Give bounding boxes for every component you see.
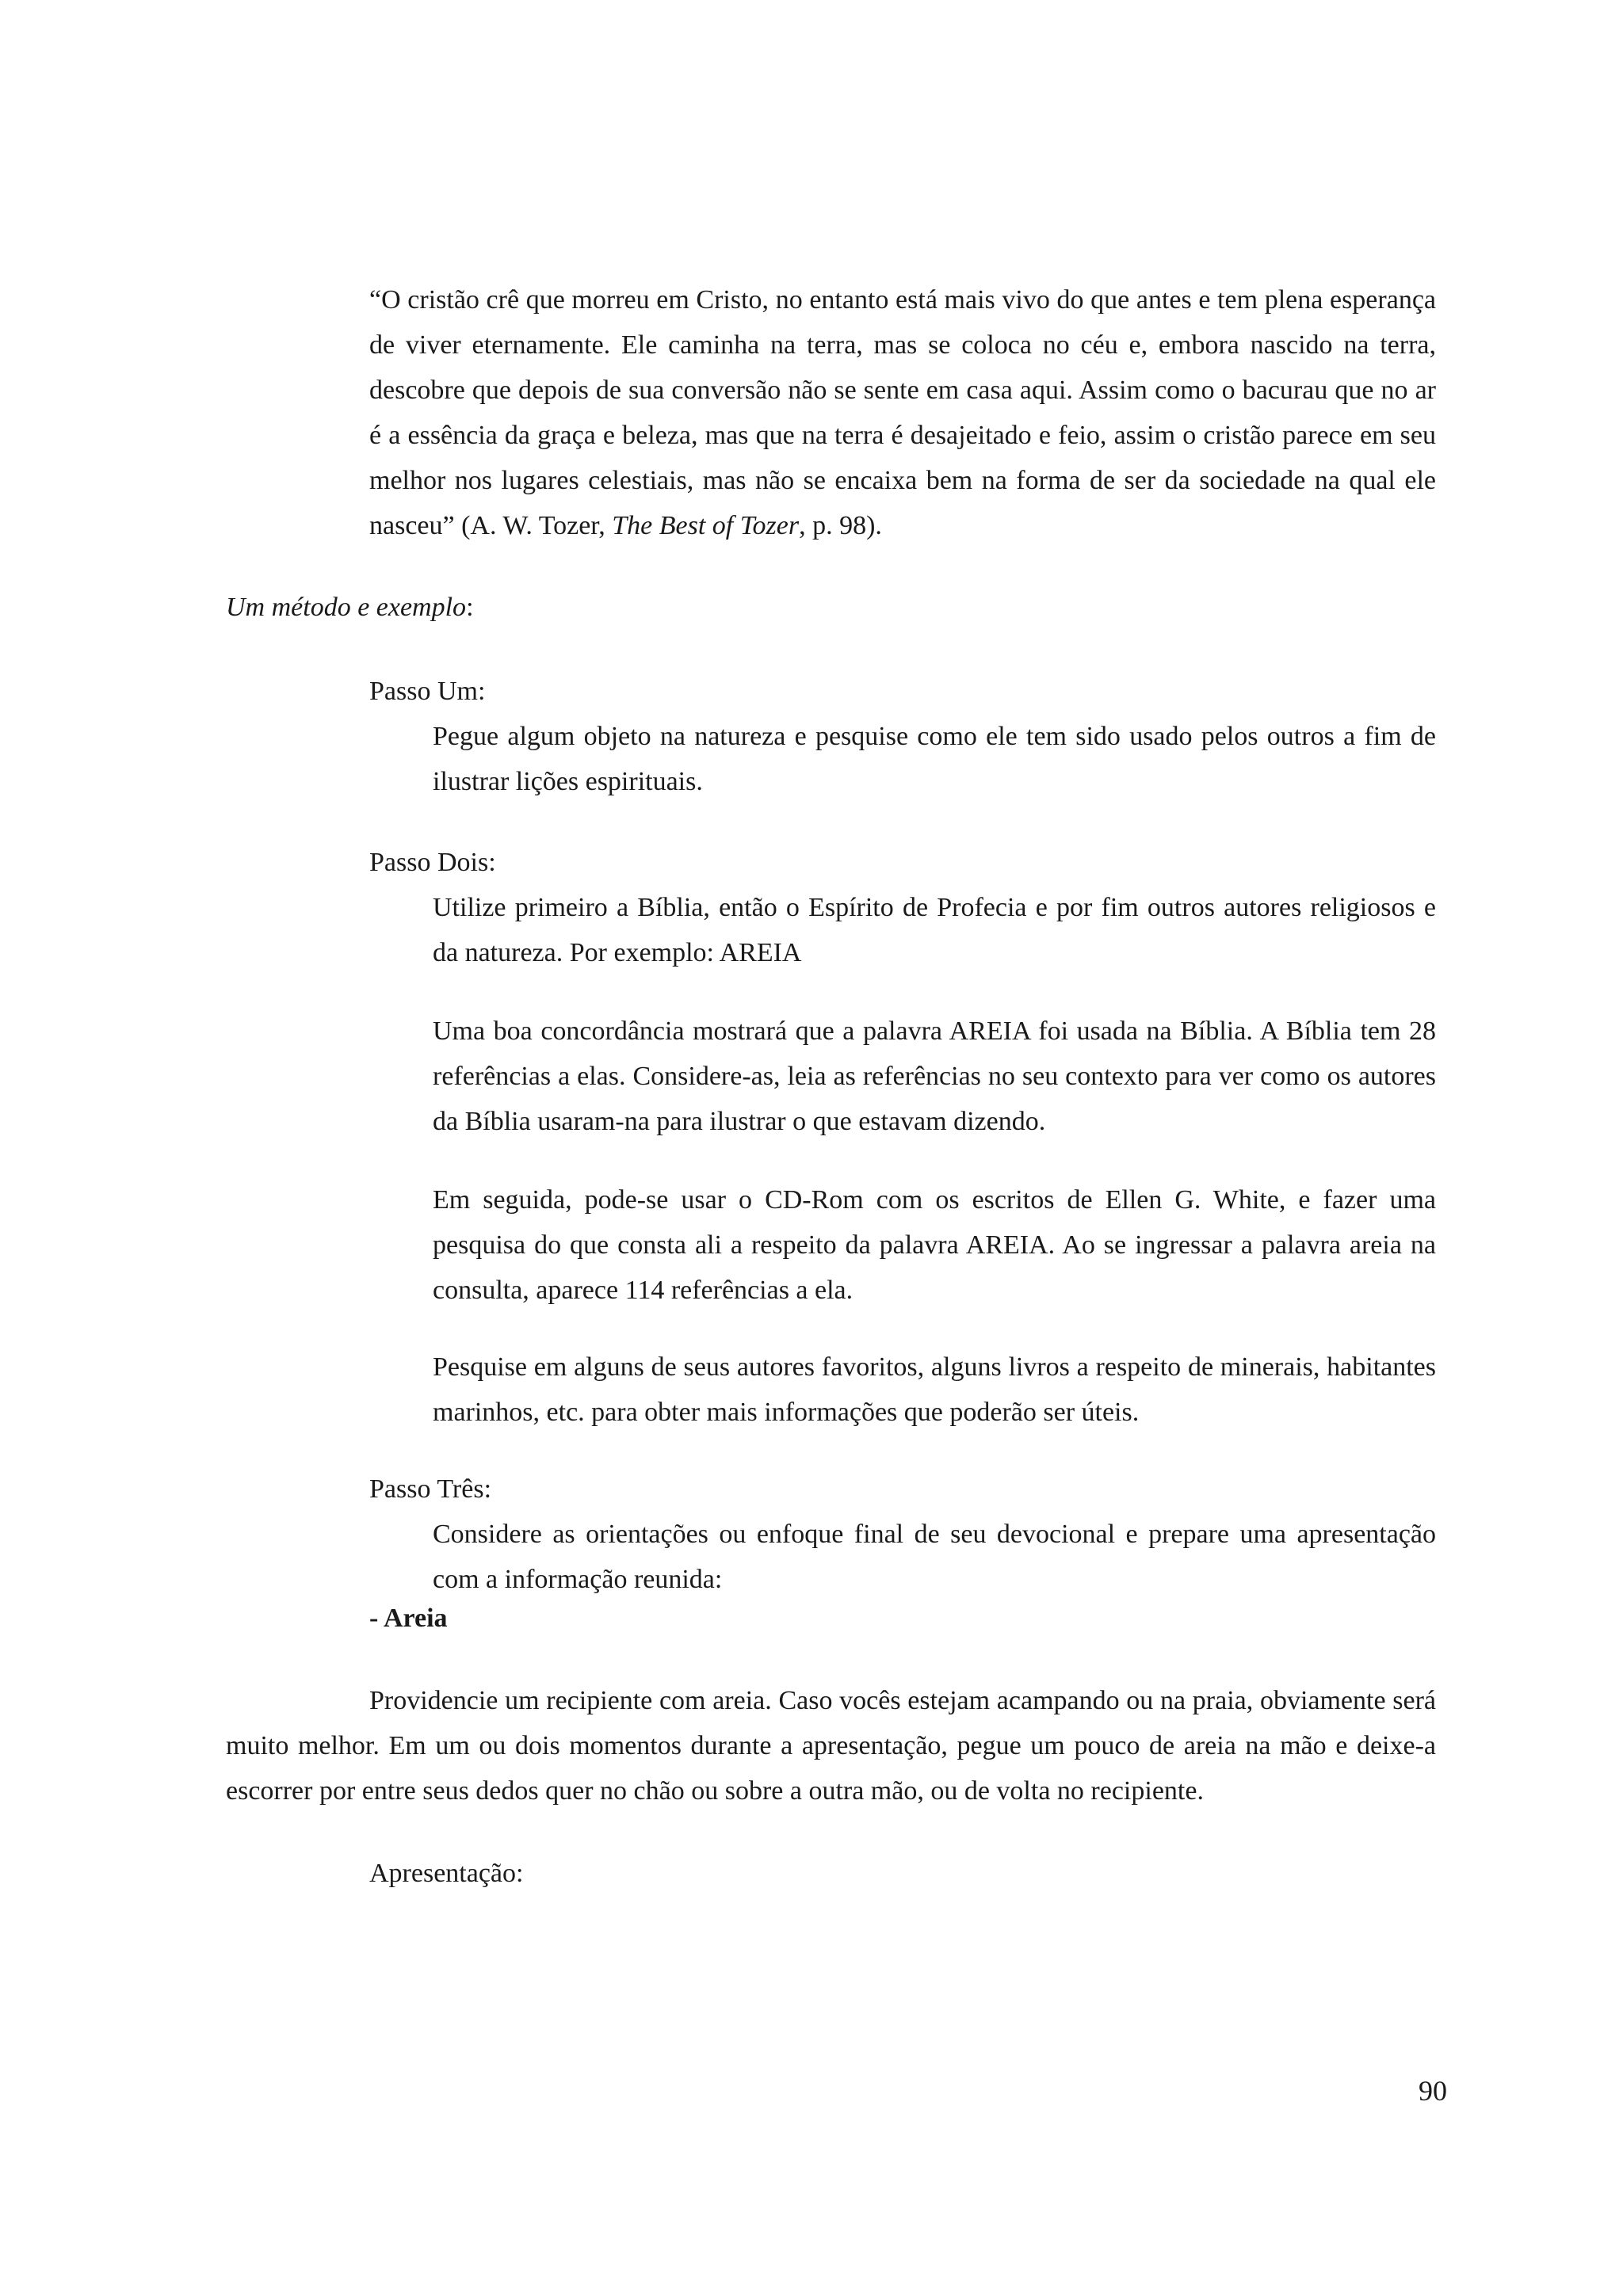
page-number: 90 <box>1419 2075 1447 2107</box>
step-2-paragraph-1: Utilize primeiro a Bíblia, então o Espírito de Profecia e por fim outros autores religiosos e da natureza. Por exemplo: AREIA <box>433 893 1436 967</box>
step-2-title: Passo Dois: <box>369 848 496 877</box>
step-2-paragraph-2: Uma boa concordância mostrará que a palavra AREIA foi usada na Bíblia. A Bíblia tem 28 referências a elas. Considere-as, leia as referências no seu contexto para ver como os autores da Bíblia usaram-na para ilustrar o que estavam dizendo. <box>433 1016 1436 1136</box>
step-3-paragraph-1: Considere as orientações ou enfoque final de seu devocional e prepare uma apresentação com a informação reunida: <box>433 1520 1436 1594</box>
step-3-title: Passo Três: <box>369 1474 492 1504</box>
section-heading <box>226 585 474 630</box>
areia-heading: - Areia <box>369 1604 448 1633</box>
quote-book-title: The Best of Tozer <box>612 511 800 540</box>
step-1-title: Passo Um: <box>369 677 486 706</box>
tozer-quote <box>369 277 1436 548</box>
step-2-paragraph-4: Pesquise em alguns de seus autores favoritos, alguns livros a respeito de minerais, habitantes marinhos, etc. para obter mais informações que poderão ser úteis. <box>433 1352 1436 1427</box>
quote-text: “O cristão crê que morreu em Cristo, no entanto está mais vivo do que antes e tem plena esperança de viver eternamente. Ele caminha na terra, mas se coloca no céu e, embora nascido na terra, descobre que depois de sua conversão não se sente em casa aqui. Assim como o bacurau que no ar é a essência da graça e beleza, mas que na terra é desajeitado e feio, assim o cristão parece em seu melhor nos lugares celestiais, mas não se encaixa bem na forma de ser da sociedade na qual ele nasceu” (A. W. Tozer, <box>369 285 1436 540</box>
section-heading-colon: : <box>466 593 474 622</box>
apresentacao-label: Apresentação: <box>369 1859 524 1888</box>
areia-paragraph: Providencie um recipiente com areia. Caso vocês estejam acampando ou na praia, obviamente será muito melhor. Em um ou dois momentos durante a apresentação, pegue um pouco de areia na mão e deixe-a escorrer por entre seus dedos quer no chão ou sobre a outra mão, ou de volta no recipiente. <box>226 1686 1436 1806</box>
section-heading-text: Um método e exemplo <box>226 593 467 622</box>
step-2-paragraph-3: Em seguida, pode-se usar o CD-Rom com os escritos de Ellen G. White, e fazer uma pesquisa do que consta ali a respeito da palavra AREIA. Ao se ingressar a palavra areia na consulta, aparece 114 referências a ela. <box>433 1185 1436 1305</box>
step-1-paragraph-1: Pegue algum objeto na natureza e pesquise como ele tem sido usado pelos outros a fim de ilustrar lições espirituais. <box>433 722 1436 796</box>
quote-citation-end: , p. 98). <box>799 511 882 540</box>
